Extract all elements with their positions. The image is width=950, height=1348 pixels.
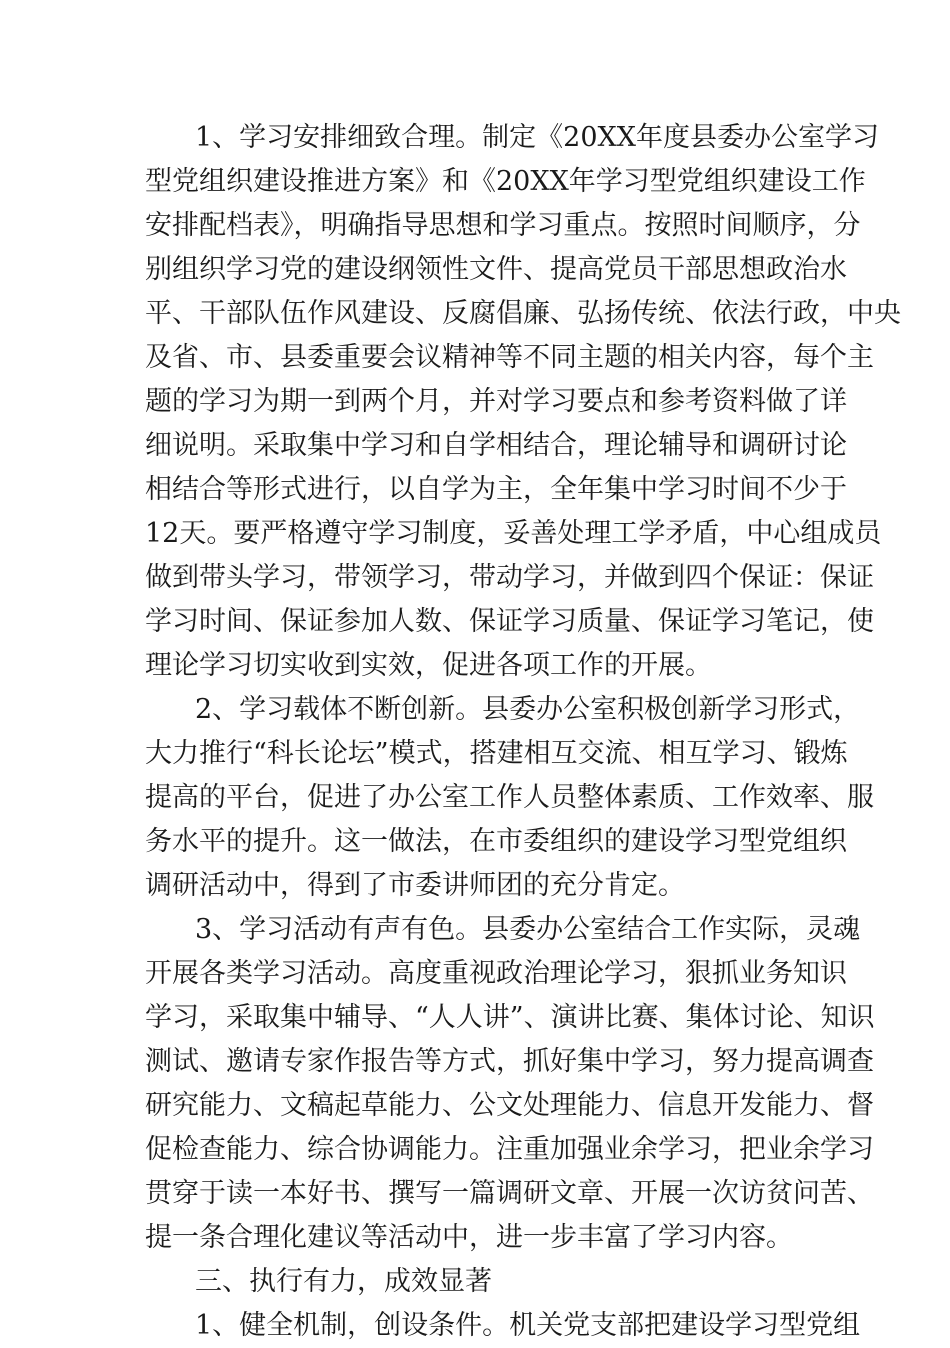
text-line: 研究能力、文稿起草能力、公文处理能力、信息开发能力、督 (145, 1090, 874, 1121)
text-line: 提一条合理化建议等活动中，进一步丰富了学习内容。 (145, 1222, 793, 1253)
text-line: 别组织学习党的建设纲领性文件、提高党员干部思想政治水 (145, 254, 847, 285)
text-line: 理论学习切实收到实效，促进各项工作的开展。 (145, 650, 712, 681)
text-line: 测试、邀请专家作报告等方式，抓好集中学习，努力提高调查 (145, 1046, 874, 1077)
text-line: 2、学习载体不断创新。县委办公室积极创新学习形式， (195, 694, 861, 725)
text-line: 学习，采取集中辅导、“人人讲”、演讲比赛、集体讨论、知识 (145, 1002, 875, 1033)
text-line: 提高的平台，促进了办公室工作人员整体素质、工作效率、服 (145, 782, 874, 813)
text-line: 相结合等形式进行，以自学为主，全年集中学习时间不少于 (145, 474, 847, 505)
text-line: 细说明。采取集中学习和自学相结合，理论辅导和调研讨论 (145, 430, 847, 461)
text-line: 1、学习安排细致合理。制定《20XX年度县委办公室学习 (195, 122, 879, 153)
section-heading: 三、执行有力，成效显著 (195, 1266, 492, 1297)
text-line: 调研活动中，得到了市委讲师团的充分肯定。 (145, 870, 685, 901)
text-line: 开展各类学习活动。高度重视政治理论学习，狠抓业务知识 (145, 958, 847, 989)
text-line: 3、学习活动有声有色。县委办公室结合工作实际，灵魂 (195, 914, 861, 945)
text-line: 12天。要严格遵守学习制度，妥善处理工学矛盾，中心组成员 (145, 518, 882, 549)
text-line: 题的学习为期一到两个月，并对学习要点和参考资料做了详 (145, 386, 847, 417)
text-line: 贯穿于读一本好书、撰写一篇调研文章、开展一次访贫问苦、 (145, 1178, 874, 1209)
text-line: 学习时间、保证参加人数、保证学习质量、保证学习笔记，使 (145, 606, 874, 637)
text-line: 大力推行“科长论坛”模式，搭建相互交流、相互学习、锻炼 (145, 738, 848, 769)
text-line: 1、健全机制，创设条件。机关党支部把建设学习型党组 (195, 1310, 861, 1341)
text-line: 安排配档表》，明确指导思想和学习重点。按照时间顺序，分 (145, 210, 861, 241)
text-line: 务水平的提升。这一做法，在市委组织的建设学习型党组织 (145, 826, 847, 857)
text-line: 做到带头学习，带领学习，带动学习，并做到四个保证：保证 (145, 562, 874, 593)
text-line: 及省、市、县委重要会议精神等不同主题的相关内容，每个主 (145, 342, 874, 373)
text-line: 型党组织建设推进方案》和《20XX年学习型党组织建设工作 (145, 166, 866, 197)
text-line: 平、干部队伍作风建设、反腐倡廉、弘扬传统、依法行政，中央 (145, 298, 901, 329)
text-line: 促检查能力、综合协调能力。注重加强业余学习，把业余学习 (145, 1134, 874, 1165)
